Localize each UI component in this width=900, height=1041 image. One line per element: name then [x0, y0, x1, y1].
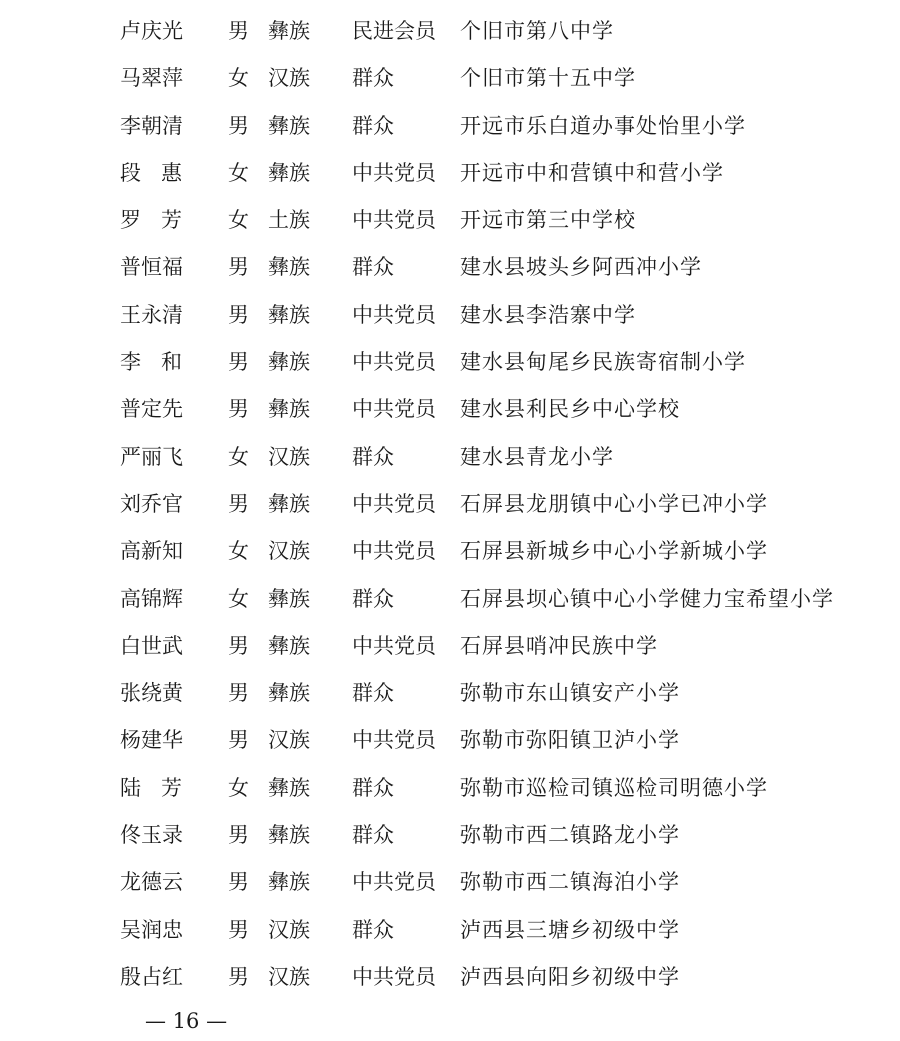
list-item [0, 670, 900, 717]
list-item [0, 434, 900, 481]
person-name: 普恒福 [120, 255, 183, 280]
person-ethnicity: 彝族 [268, 113, 310, 138]
person-school: 石屏县龙朋镇中心小学已冲小学 [460, 491, 768, 516]
person-affiliation: 中共党员 [352, 160, 436, 185]
person-affiliation: 群众 [352, 917, 394, 942]
person-gender: 男 [228, 350, 249, 375]
list-item [0, 859, 900, 906]
list-item [0, 103, 900, 150]
person-gender: 女 [228, 539, 249, 564]
person-name: 吴润忠 [120, 917, 183, 942]
person-name: 佟玉录 [120, 823, 183, 848]
person-ethnicity: 彝族 [268, 302, 310, 327]
person-gender: 男 [228, 397, 249, 422]
person-school: 个旧市第十五中学 [460, 66, 636, 91]
person-school: 建水县青龙小学 [460, 444, 614, 469]
person-ethnicity: 汉族 [268, 917, 310, 942]
person-school: 开远市第三中学校 [460, 208, 636, 233]
person-affiliation: 民进会员 [352, 19, 436, 43]
list-item [0, 812, 900, 859]
person-gender: 男 [228, 728, 249, 753]
list-item [0, 481, 900, 528]
person-school: 建水县坡头乡阿西冲小学 [460, 255, 702, 280]
person-name: 殷占红 [120, 964, 183, 989]
person-ethnicity: 彝族 [268, 633, 310, 658]
person-gender: 男 [228, 19, 249, 43]
list-item [0, 386, 900, 433]
person-affiliation: 群众 [352, 113, 394, 138]
person-name: 龙德云 [120, 870, 183, 895]
list-item [0, 623, 900, 670]
person-ethnicity: 汉族 [268, 728, 310, 753]
person-school: 石屏县哨冲民族中学 [460, 633, 658, 658]
person-ethnicity: 彝族 [268, 681, 310, 706]
person-affiliation: 群众 [352, 586, 394, 611]
page-number: — 16 — [145, 1009, 228, 1033]
list-item [0, 528, 900, 575]
person-name: 刘乔官 [120, 491, 183, 516]
person-affiliation: 中共党员 [352, 964, 436, 989]
person-name: 段惠 [120, 160, 202, 185]
person-name: 白世武 [120, 633, 183, 658]
person-name: 李朝清 [120, 113, 183, 138]
person-name: 严丽飞 [120, 444, 183, 469]
list-item [0, 292, 900, 339]
person-ethnicity: 彝族 [268, 586, 310, 611]
list-item [0, 765, 900, 812]
person-gender: 男 [228, 113, 249, 138]
person-name: 高新知 [120, 539, 183, 564]
person-school: 建水县李浩寨中学 [460, 302, 636, 327]
person-school: 泸西县三塘乡初级中学 [460, 917, 680, 942]
person-ethnicity: 彝族 [268, 255, 310, 280]
person-affiliation: 中共党员 [352, 397, 436, 422]
person-ethnicity: 彝族 [268, 160, 310, 185]
list-item [0, 150, 900, 197]
person-name: 陆芳 [120, 775, 202, 800]
person-school: 泸西县向阳乡初级中学 [460, 964, 680, 989]
person-ethnicity: 彝族 [268, 775, 310, 800]
person-affiliation: 群众 [352, 775, 394, 800]
person-gender: 男 [228, 917, 249, 942]
person-affiliation: 群众 [352, 681, 394, 706]
person-name: 高锦辉 [120, 586, 183, 611]
person-school: 弥勒市东山镇安产小学 [460, 681, 680, 706]
person-ethnicity: 汉族 [268, 964, 310, 989]
person-school: 弥勒市巡检司镇巡检司明德小学 [460, 775, 768, 800]
personnel-list [0, 8, 900, 1001]
person-ethnicity: 土族 [268, 208, 310, 233]
person-ethnicity: 彝族 [268, 19, 310, 43]
list-item [0, 907, 900, 954]
person-school: 石屏县坝心镇中心小学健力宝希望小学 [460, 586, 834, 611]
person-school: 弥勒市弥阳镇卫泸小学 [460, 728, 680, 753]
person-name: 王永清 [120, 302, 183, 327]
person-affiliation: 中共党员 [352, 208, 436, 233]
person-name: 杨建华 [120, 728, 183, 753]
list-item [0, 954, 900, 1001]
person-school: 开远市中和营镇中和营小学 [460, 160, 724, 185]
person-affiliation: 中共党员 [352, 302, 436, 327]
person-affiliation: 群众 [352, 66, 394, 91]
list-item [0, 8, 900, 55]
list-item [0, 244, 900, 291]
person-gender: 女 [228, 208, 249, 233]
person-school: 弥勒市西二镇路龙小学 [460, 823, 680, 848]
person-name: 马翠萍 [120, 66, 183, 91]
person-gender: 女 [228, 160, 249, 185]
person-name: 罗芳 [120, 208, 202, 233]
person-gender: 女 [228, 586, 249, 611]
person-name: 普定先 [120, 397, 183, 422]
person-name: 卢庆光 [120, 19, 183, 43]
person-affiliation: 群众 [352, 255, 394, 280]
person-gender: 男 [228, 681, 249, 706]
person-gender: 女 [228, 775, 249, 800]
person-gender: 男 [228, 964, 249, 989]
person-ethnicity: 汉族 [268, 66, 310, 91]
person-ethnicity: 彝族 [268, 491, 310, 516]
person-ethnicity: 彝族 [268, 397, 310, 422]
person-gender: 男 [228, 633, 249, 658]
person-ethnicity: 汉族 [268, 444, 310, 469]
person-ethnicity: 彝族 [268, 870, 310, 895]
person-name: 李和 [120, 350, 202, 375]
person-affiliation: 群众 [352, 823, 394, 848]
person-school: 建水县利民乡中心学校 [460, 397, 680, 422]
person-gender: 男 [228, 870, 249, 895]
person-ethnicity: 彝族 [268, 823, 310, 848]
person-school: 弥勒市西二镇海泊小学 [460, 870, 680, 895]
person-affiliation: 中共党员 [352, 539, 436, 564]
person-affiliation: 群众 [352, 444, 394, 469]
person-gender: 女 [228, 444, 249, 469]
person-affiliation: 中共党员 [352, 870, 436, 895]
person-school: 开远市乐白道办事处怡里小学 [460, 113, 746, 138]
person-affiliation: 中共党员 [352, 350, 436, 375]
person-affiliation: 中共党员 [352, 633, 436, 658]
person-gender: 男 [228, 491, 249, 516]
person-gender: 男 [228, 823, 249, 848]
list-item [0, 717, 900, 764]
person-gender: 男 [228, 302, 249, 327]
list-item [0, 197, 900, 244]
list-item [0, 55, 900, 102]
person-name: 张绕黄 [120, 681, 183, 706]
person-affiliation: 中共党员 [352, 728, 436, 753]
person-gender: 男 [228, 255, 249, 280]
person-ethnicity: 彝族 [268, 350, 310, 375]
person-school: 个旧市第八中学 [460, 19, 614, 43]
person-school: 建水县甸尾乡民族寄宿制小学 [460, 350, 746, 375]
list-item [0, 576, 900, 623]
list-item [0, 339, 900, 386]
person-gender: 女 [228, 66, 249, 91]
person-ethnicity: 汉族 [268, 539, 310, 564]
person-school: 石屏县新城乡中心小学新城小学 [460, 539, 768, 564]
person-affiliation: 中共党员 [352, 491, 436, 516]
